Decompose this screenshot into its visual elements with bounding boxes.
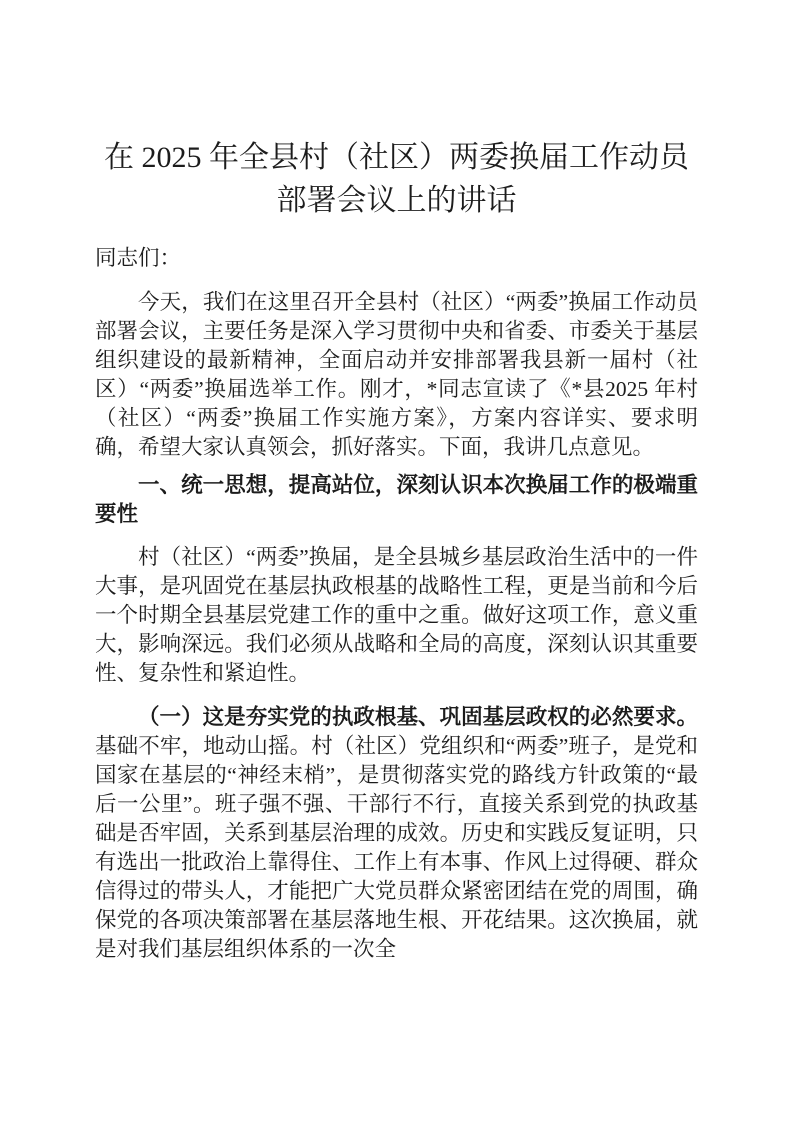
section-1-paragraph: 村（社区）“两委”换届，是全县城乡基层政治生活中的一件大事，是巩固党在基层执政根基的战略性工程，更是当前和今后一个时期全县基层党建工作的重中之重。做好这项工作，意义重大，影响深远。我们必须从战略和全局的高度，深刻认识其重要性、复杂性和紧迫性。 <box>95 545 698 685</box>
point-1-body-text: 基础不牢，地动山摇。村（社区）党组织和“两委”班子，是党和国家在基层的“神经末梢”，是贯彻落实党的路线方针政策的“最后一公里”。班子强不强、干部行不行，直接关系到党的执政基础是否牢固，关系到基层治理的成效。历史和实践反复证明，只有选出一批政治上靠得住、工作上有本事、作风上过得硬、群众信得过的带头人，才能把广大党员群众紧密团结在党的周围，确保党的各项决策部署在基层落地生根、开花结果。这次换届，就是对我们基层组织体系的一次全 <box>95 734 698 961</box>
salutation: 同志们： <box>95 246 182 270</box>
section-1-point-1-paragraph <box>95 703 698 964</box>
document-title-line-2: 部署会议上的讲话 <box>276 184 517 217</box>
section-1-heading: 一、统一思想，提高站位，深刻认识本次换届工作的极端重要性 <box>95 473 698 526</box>
intro-paragraph: 今天，我们在这里召开全县村（社区）“两委”换届工作动员部署会议，主要任务是深入学习贯彻中央和省委、市委关于基层组织建设的最新精神，全面启动并安排部署我县新一届村（社区）“两委”换届选举工作。刚才，*同志宣读了《*县2025 年村（社区）“两委”换届工作实施方案》，方案内容详实、要求明确，希望大家认真领会，抓好落实。下面，我讲几点意见。 <box>95 290 698 459</box>
document-title <box>95 136 698 222</box>
point-1-lead-sentence: （一）这是夯实党的执政根基、巩固基层政权的必然要求。 <box>138 705 698 729</box>
document-title-line-1: 在 2025 年全县村（社区）两委换届工作动员 <box>104 141 689 174</box>
